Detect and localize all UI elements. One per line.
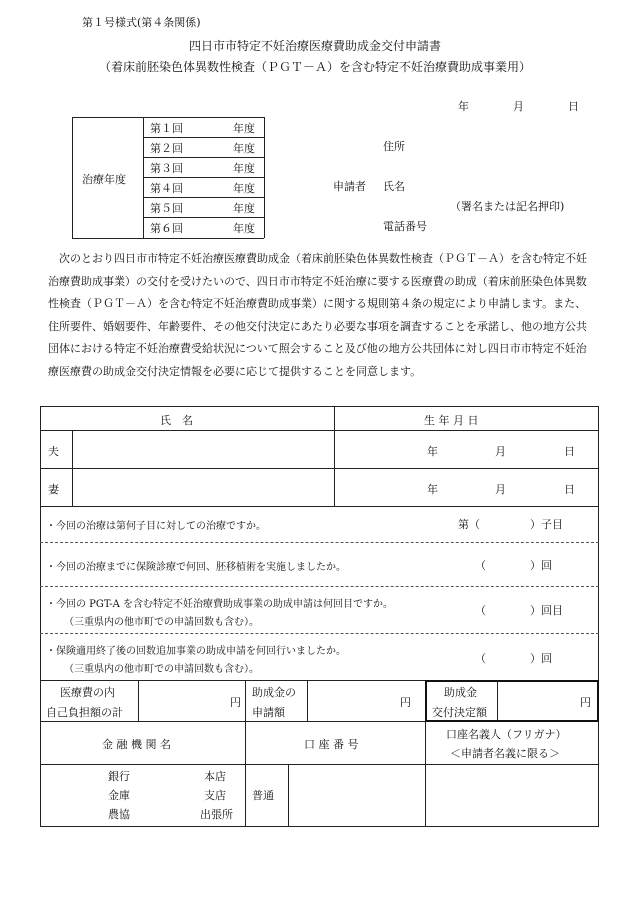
branch-type: 出張所 (200, 808, 233, 821)
answer-suffix: ）回 (530, 559, 552, 572)
self-pay-label-line1: 医療費の内 (60, 686, 115, 699)
wife-birth-day: 日 (564, 483, 575, 496)
question-additional-application-count: ・保険適用終了後の回数追加事業の助成申請を何回行いましたか。 (46, 646, 346, 657)
round-label: 第４回 (150, 182, 183, 195)
wife-birth-month: 月 (495, 483, 506, 496)
husband-birth-month: 月 (495, 445, 506, 458)
document-title: 四日市市特定不妊治療医療費助成金交付申請書 (188, 39, 441, 53)
answer-suffix: ）回目 (530, 604, 563, 617)
husband-birth-day: 日 (564, 445, 575, 458)
name-label: 氏名 (383, 180, 405, 193)
yen-unit: 円 (230, 696, 241, 709)
bank-type: 金庫 (108, 789, 130, 802)
round-label: 第３回 (150, 162, 183, 175)
answer-prefix: 第（ (458, 518, 480, 531)
signature-note: （署名または記名押印) (450, 200, 565, 213)
round-label: 第５回 (150, 202, 183, 215)
grant-request-label-line1: 助成金の (252, 686, 296, 699)
husband-label: 夫 (48, 445, 59, 458)
phone-label: 電話番号 (383, 220, 427, 233)
self-pay-label-line2: 自己負担額の計 (46, 706, 123, 719)
document-subtitle: （着床前胚染色体異数性検査（ＰＧＴ－Ａ）を含む特定不妊治療費助成事業用） (98, 60, 531, 74)
answer-suffix: ）回 (530, 652, 552, 665)
bank-type: 農協 (108, 808, 130, 821)
question-embryo-transfer-count: ・今回の治療までに保険診療で何回、胚移植術を実施しましたか。 (46, 562, 346, 573)
question-pgta-application-count: ・今回の PGT-A を含む特定不妊治療費助成事業の助成申請は何回目ですか。 (46, 599, 394, 610)
name-header: 氏 名 (160, 414, 193, 427)
year-unit: 年度 (233, 122, 255, 135)
question-child-number: ・今回の治療は第何子目に対しての治療ですか。 (46, 521, 266, 532)
branch-type: 支店 (204, 789, 226, 802)
answer-prefix: （ (475, 604, 486, 617)
form-number: 第１号様式(第４条関係) (82, 16, 201, 29)
grant-decision-label-line1: 助成金 (444, 686, 477, 699)
treatment-year-label: 治療年度 (82, 173, 126, 186)
birth-date-header: 生 年 月 日 (424, 414, 479, 427)
date-month: 月 (513, 100, 524, 113)
round-label: 第６回 (150, 222, 183, 235)
yen-unit: 円 (580, 696, 591, 709)
bank-institution-header: 金 融 機 関 名 (102, 738, 171, 751)
husband-birth-year: 年 (427, 445, 438, 458)
question-note: （三重県内の他市町での申請回数も含む）。 (64, 664, 259, 675)
applicant-label: 申請者 (333, 180, 366, 193)
year-unit: 年度 (233, 222, 255, 235)
bank-type: 銀行 (108, 770, 130, 783)
year-unit: 年度 (233, 202, 255, 215)
grant-decision-label-line2: 交付決定額 (432, 706, 487, 719)
year-unit: 年度 (233, 182, 255, 195)
answer-prefix: （ (475, 652, 486, 665)
year-unit: 年度 (233, 142, 255, 155)
grant-request-label-line2: 申請額 (252, 706, 285, 719)
yen-unit: 円 (400, 696, 411, 709)
consent-paragraph: 次のとおり四日市市特定不妊治療医療費助成金（着床前胚染色体異数性検査（ＰＧＴ－Ａ）を含む特定不妊治療費助成事業）の交付を受けたいので、四日市市特定不妊治療に要する医療費の助成（着床前胚染色体異数性検査（ＰＧＴ－Ａ）を含む特定不妊治療費助成事業）に関する規則第４条の規定により申請します。また、住所要件、婚姻要件、年齢要件、その他交付決定にあたり必要な事項を調査することを承諾し、他の地方公共団体における特定不妊治療費受給状況について照会すること及び他の地方公共団体に対し四日市市特定不妊治療医療費の助成金交付決定情報を必要に応じて提供することを同意します。 (48, 252, 587, 378)
wife-birth-year: 年 (427, 483, 438, 496)
date-year: 年 (458, 100, 469, 113)
account-holder-header: 口座名義人（フリガナ） (446, 728, 567, 741)
branch-type: 本店 (204, 770, 226, 783)
wife-label: 妻 (48, 483, 59, 496)
address-label: 住所 (383, 140, 405, 153)
answer-suffix: ）子目 (530, 518, 563, 531)
question-note: （三重県内の他市町での申請回数も含む）。 (64, 617, 259, 628)
account-type: 普通 (252, 789, 274, 802)
round-label: 第１回 (150, 122, 183, 135)
year-unit: 年度 (233, 162, 255, 175)
account-number-header: 口 座 番 号 (304, 738, 359, 751)
answer-prefix: （ (475, 559, 486, 572)
round-label: 第２回 (150, 142, 183, 155)
account-holder-note: ＜申請者名義に限る＞ (450, 747, 560, 760)
date-day: 日 (568, 100, 579, 113)
